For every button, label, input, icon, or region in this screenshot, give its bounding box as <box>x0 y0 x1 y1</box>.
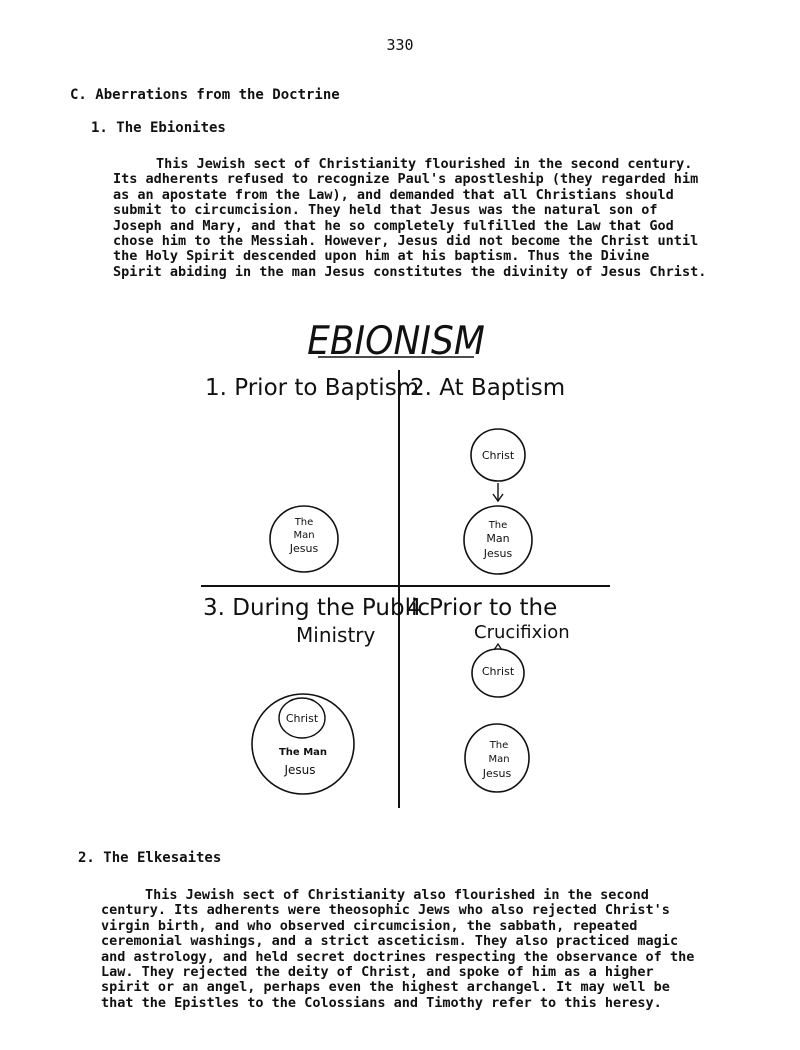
paragraph-line: ceremonial washings, and a strict asceticism. They also practiced magic <box>101 933 679 950</box>
paragraph-line: Its adherents refused to recognize Paul's apostleship (they regarded him <box>113 171 699 188</box>
circle-text: Christ <box>481 665 515 678</box>
circle-text: Christ <box>481 449 515 462</box>
paragraph-line: submit to circumcision. They held that Jesus was the natural son of <box>113 202 658 219</box>
paragraph-line: This Jewish sect of Christianity flourished in the second century. <box>156 156 693 172</box>
paragraph-line: virgin birth, and who observed circumcision, the sabbath, repeated <box>101 917 638 934</box>
q4-label-line2: Crucifixion <box>474 622 570 643</box>
circle-text: Jesus <box>482 767 512 780</box>
circle-text: Jesus <box>483 547 513 560</box>
q3-label-line1: 3. During the Public <box>203 595 431 621</box>
circle-text: Man <box>293 530 315 541</box>
paragraph-line: the Holy Spirit descended upon him at his baptism. Thus the Divine <box>113 248 650 265</box>
paragraph-line: Law. They rejected the deity of Christ, and spoke of him as a higher <box>101 964 654 981</box>
q4-label-line1: 4 Prior to the <box>407 595 558 621</box>
diagram-title: EBIONISM <box>307 317 485 364</box>
circle-text: Christ <box>285 712 319 725</box>
subsection-heading-elkesaites: 2. The Elkesaites <box>78 850 222 866</box>
circle-text: The <box>294 517 314 528</box>
circle-text: Man <box>488 754 510 765</box>
man-jesus-circle <box>252 694 354 794</box>
subsection-heading-ebionites: 1. The Ebionites <box>91 120 226 136</box>
paragraph-line: chose him to the Messiah. However, Jesus did not become the Christ until <box>113 233 699 250</box>
paragraph-line: that the Epistles to the Colossians and Timothy refer to this heresy. <box>101 994 662 1011</box>
section-heading: C. Aberrations from the Doctrine <box>70 87 340 103</box>
q1-label: 1. Prior to Baptism <box>205 375 420 401</box>
paragraph-line: This Jewish sect of Christianity also flourished in the second <box>145 887 649 903</box>
q2-label: 2. At Baptism <box>410 375 566 401</box>
paragraph-line: as an apostate from the Law), and demanded that all Christians should <box>113 186 674 203</box>
paragraph-line: spirit or an angel, perhaps even the highest archangel. It may well be <box>101 979 670 996</box>
page-number: 330 <box>386 36 414 54</box>
circle-text: The <box>489 740 509 751</box>
paragraph-line: and astrology, and held secret doctrines respecting the observance of the <box>101 948 695 965</box>
paragraph-elkesaites <box>101 888 694 1011</box>
paragraph-line: Joseph and Mary, and that he so completely fulfilled the Law that God <box>113 217 674 234</box>
circle-text: The <box>488 520 508 531</box>
paragraph-line: century. Its adherents were theosophic Jews who also rejected Christ's <box>101 902 670 919</box>
circle-text: Man <box>486 532 510 545</box>
circle-text: The Man <box>278 747 328 758</box>
circle-text: Jesus <box>289 542 319 555</box>
paragraph-line: Spirit abiding in the man Jesus constitutes the divinity of Jesus Christ. <box>113 263 707 280</box>
q3-label-line2: Ministry <box>296 623 376 647</box>
circle-text: Jesus <box>284 763 316 777</box>
